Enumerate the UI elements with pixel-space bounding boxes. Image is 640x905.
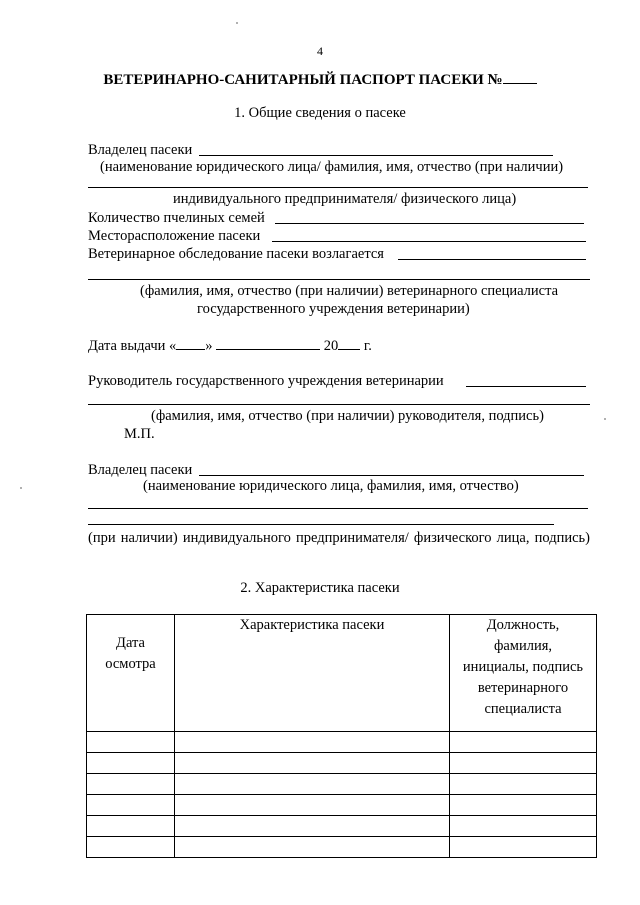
table-row xyxy=(87,795,597,816)
cell-date[interactable] xyxy=(87,795,175,816)
header-date xyxy=(87,615,175,732)
owner2-field-line3[interactable] xyxy=(88,524,554,525)
cell-specialist[interactable] xyxy=(450,816,597,837)
cell-characteristics[interactable] xyxy=(175,732,450,753)
issue-year-prefix: 20 xyxy=(323,338,339,354)
cell-specialist[interactable] xyxy=(450,774,597,795)
cell-date[interactable] xyxy=(87,837,175,858)
vet-hint-2: государственного учреждения ветеринарии) xyxy=(197,301,470,317)
owner2-hint: (наименование юридического лица, фамилия, имя, отчество) xyxy=(143,478,519,494)
table-row xyxy=(87,732,597,753)
header-specialist xyxy=(450,615,597,732)
section1-title: 1. Общие сведения о пасеке xyxy=(234,105,406,121)
cell-date[interactable] xyxy=(87,774,175,795)
stamp-mark: М.П. xyxy=(124,426,155,442)
location-label: Месторасположение пасеки xyxy=(88,228,261,244)
head-hint: (фамилия, имя, отчество (при наличии) руководителя, подпись) xyxy=(151,408,544,424)
header-characteristics-label: Характеристика пасеки xyxy=(239,617,385,633)
scan-speck xyxy=(604,418,606,420)
header-specialist-line5: специалиста xyxy=(484,701,562,717)
cell-specialist[interactable] xyxy=(450,753,597,774)
scan-speck xyxy=(236,22,238,24)
owner-field-line2[interactable] xyxy=(88,187,588,188)
header-specialist-line2: фамилия, xyxy=(493,638,553,654)
cell-date[interactable] xyxy=(87,816,175,837)
cell-specialist[interactable] xyxy=(450,732,597,753)
issue-month-field[interactable] xyxy=(216,337,320,350)
document-title xyxy=(0,71,640,89)
table-row xyxy=(87,753,597,774)
cell-characteristics[interactable] xyxy=(175,774,450,795)
issue-date-row xyxy=(88,337,372,355)
owner-hint-2: индивидуального предпринимателя/ физического лица) xyxy=(173,191,517,207)
table-row xyxy=(87,837,597,858)
issue-date-mid: » xyxy=(205,338,213,354)
issue-day-field[interactable] xyxy=(176,337,205,350)
owner-field[interactable] xyxy=(199,155,553,156)
passport-number-blank[interactable] xyxy=(503,71,537,84)
page-number: 4 xyxy=(317,44,323,58)
table-row xyxy=(87,774,597,795)
owner2-hint-2: (при наличии) индивидуального предпринимателя/ физического лица, подпись) xyxy=(88,530,590,546)
section2-title: 2. Характеристика пасеки xyxy=(240,580,400,596)
table-row xyxy=(87,816,597,837)
table-header-row xyxy=(87,615,597,732)
header-specialist-line1: Должность, xyxy=(486,617,560,633)
header-date-line2: осмотра xyxy=(105,656,156,672)
colonies-label: Количество пчелиных семей xyxy=(88,210,265,226)
owner-label: Владелец пасеки xyxy=(88,142,193,158)
cell-date[interactable] xyxy=(87,732,175,753)
issue-date-label: Дата выдачи « xyxy=(88,338,177,354)
cell-characteristics[interactable] xyxy=(175,816,450,837)
header-date-line1: Дата xyxy=(116,635,145,651)
colonies-field[interactable] xyxy=(275,223,584,224)
head-field-line2[interactable] xyxy=(88,404,590,405)
head-field[interactable] xyxy=(466,386,586,387)
head-label: Руководитель государственного учреждения ветеринарии xyxy=(88,373,444,389)
vet-exam-label: Ветеринарное обследование пасеки возлагается xyxy=(88,246,384,262)
cell-specialist[interactable] xyxy=(450,795,597,816)
header-specialist-line3: инициалы, подпись xyxy=(462,659,584,675)
issue-year-suffix: г. xyxy=(363,338,372,354)
owner2-field[interactable] xyxy=(199,475,584,476)
vet-hint-1: (фамилия, имя, отчество (при наличии) ветеринарного специалиста xyxy=(140,283,559,299)
title-text: ВЕТЕРИНАРНО-САНИТАРНЫЙ ПАСПОРТ ПАСЕКИ № xyxy=(103,72,503,88)
owner-hint: (наименование юридического лица/ фамилия, имя, отчество (при наличии) xyxy=(100,159,564,175)
owner2-label: Владелец пасеки xyxy=(88,462,193,478)
cell-characteristics[interactable] xyxy=(175,753,450,774)
vet-exam-field[interactable] xyxy=(398,259,586,260)
vet-exam-field-line2[interactable] xyxy=(88,279,590,280)
scan-speck xyxy=(20,487,22,489)
cell-characteristics[interactable] xyxy=(175,837,450,858)
header-characteristics xyxy=(175,615,450,732)
header-specialist-line4: ветеринарного xyxy=(477,680,569,696)
cell-characteristics[interactable] xyxy=(175,795,450,816)
location-field[interactable] xyxy=(272,241,586,242)
issue-year-field[interactable] xyxy=(338,337,360,350)
characteristics-table xyxy=(86,614,597,858)
owner2-field-line2[interactable] xyxy=(88,508,588,509)
cell-date[interactable] xyxy=(87,753,175,774)
cell-specialist[interactable] xyxy=(450,837,597,858)
